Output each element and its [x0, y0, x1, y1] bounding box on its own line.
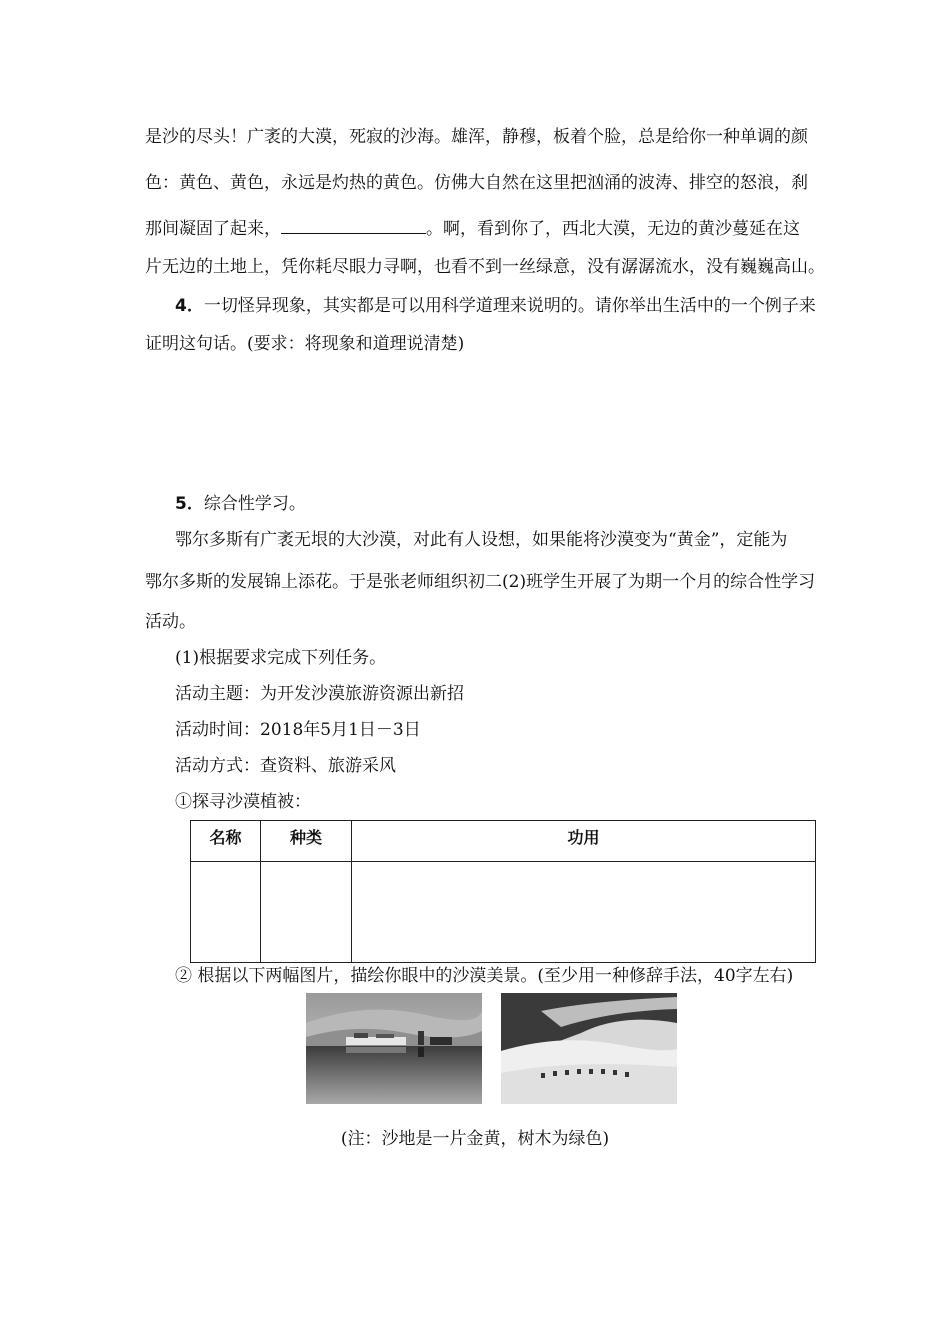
passage-line-3-after: 。啊，看到你了，西北大漠，无边的黄沙蔓延在这	[426, 219, 800, 239]
passage-line-3	[145, 214, 800, 239]
activity-method: 活动方式：查资料、旅游采风	[175, 756, 396, 776]
table-header-row	[191, 821, 816, 862]
question-5-title: 综合性学习。	[203, 494, 306, 514]
passage-line-3-before: 那间凝固了起来，	[145, 219, 281, 239]
answer-cell-type[interactable]	[261, 862, 352, 963]
question-5-number: 5．	[175, 494, 204, 514]
fill-in-blank[interactable]	[281, 219, 426, 234]
question-4-number: 4．	[175, 296, 204, 316]
question-5-para-1: 鄂尔多斯有广袤无垠的大沙漠，对此有人设想，如果能将沙漠变为“黄金”，定能为	[175, 530, 788, 550]
desert-lake-photo	[306, 993, 482, 1104]
passage-line-4: 片无边的土地上，凭你耗尽眼力寻啊，也看不到一丝绿意，没有潺潺流水，没有巍巍高山。	[145, 257, 825, 277]
question-5-para-3: 活动。	[145, 612, 196, 632]
table-row	[191, 862, 816, 963]
header-function: 功用	[352, 821, 816, 862]
answer-cell-function[interactable]	[352, 862, 816, 963]
passage-line-2: 色：黄色、黄色，永远是灼热的黄色。仿佛大自然在这里把汹涌的波涛、排空的怒浪，刹	[145, 173, 808, 193]
photo-note: (注：沙地是一片金黄，树木为绿色)	[340, 1129, 610, 1149]
question-5-heading	[175, 489, 306, 514]
question-4	[175, 291, 816, 316]
question-4-text-1: 一切怪异现象，其实都是可以用科学道理来说明的。请你举出生活中的一个例子来	[203, 296, 816, 316]
question-4-text-2: 证明这句话。(要求：将现象和道理说清楚)	[145, 334, 465, 354]
desert-caravan-photo	[501, 993, 677, 1104]
task-instruction: (1)根据要求完成下列任务。	[175, 648, 387, 668]
question-5-para-2: 鄂尔多斯的发展锦上添花。于是张老师组织初二(2)班学生开展了为期一个月的综合性学习	[145, 572, 816, 592]
answer-cell-name[interactable]	[191, 862, 261, 963]
vegetation-table	[190, 820, 816, 963]
header-name: 名称	[191, 821, 261, 862]
header-type: 种类	[261, 821, 352, 862]
passage-line-1: 是沙的尽头！广袤的大漠，死寂的沙海。雄浑，静穆，板着个脸，总是给你一种单调的颜	[145, 127, 808, 147]
activity-time: 活动时间：2018年5月1日－3日	[175, 720, 421, 740]
activity-theme: 活动主题：为开发沙漠旅游资源出新招	[175, 684, 464, 704]
task-item-2: ② 根据以下两幅图片，描绘你眼中的沙漠美景。(至少用一种修辞手法，40字左右)	[175, 966, 794, 986]
task-item-1: ①探寻沙漠植被：	[175, 792, 311, 812]
